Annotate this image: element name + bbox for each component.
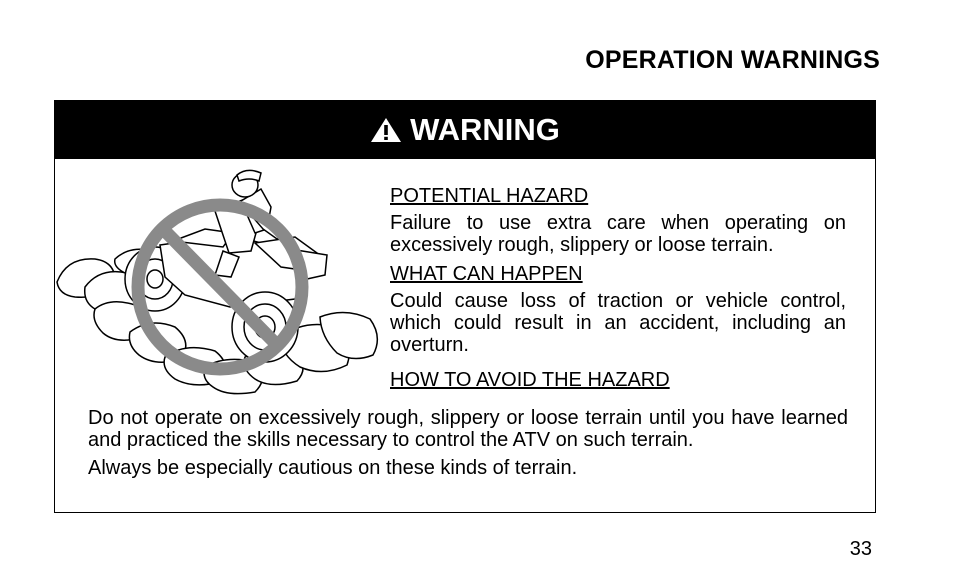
hazard-block (390, 185, 846, 391)
page-number: 33 (849, 538, 872, 560)
how-to-avoid-text-1: Do not operate on excessively rough, slippery or loose terrain until you have learned and practiced the skills necessary to control the ATV on such terrain. (88, 407, 848, 451)
what-can-happen-text: Could cause loss of traction or vehicle control, which could result in an accident, including an overturn. (390, 290, 846, 356)
section-title: OPERATION WARNINGS (585, 46, 880, 74)
warning-header (55, 101, 875, 159)
potential-hazard-heading: POTENTIAL HAZARD (390, 185, 589, 207)
how-to-avoid-text-2: Always be especially cautious on these kinds of terrain. (88, 457, 578, 479)
atv-rough-terrain-prohibited-illustration (55, 167, 385, 399)
how-to-avoid-block (88, 407, 848, 479)
warning-box (54, 100, 876, 513)
potential-hazard-text: Failure to use extra care when operating on excessively rough, slippery or loose terrain. (390, 212, 846, 256)
what-can-happen-heading: WHAT CAN HAPPEN (390, 263, 583, 285)
warning-label: WARNING (410, 112, 560, 147)
warning-triangle-icon (370, 117, 402, 143)
how-to-avoid-heading: HOW TO AVOID THE HAZARD (390, 369, 670, 391)
